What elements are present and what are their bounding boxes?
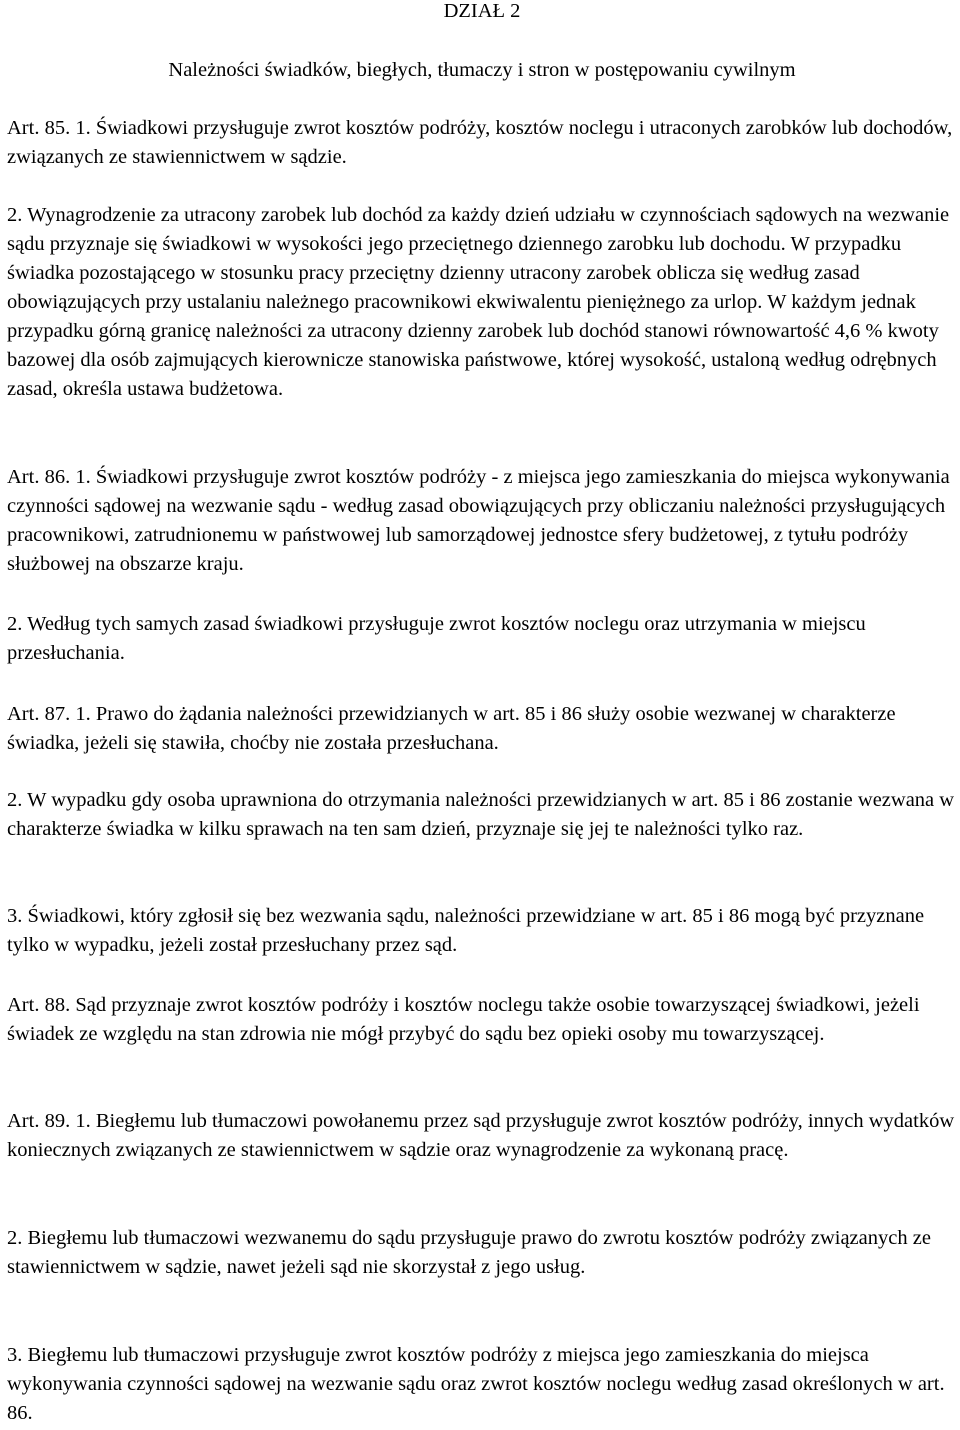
section-subtitle: Należności świadków, biegłych, tłumaczy i stron w postępowaniu cywilnym <box>168 59 796 81</box>
paragraph-art-87-1: Art. 87. 1. Prawo do żądania należności przewidzianych w art. 85 i 86 służy osobie wezwanej w charakterze świadka, jeżeli się stawiła, choćby nie została przesłuchana. <box>7 703 896 754</box>
section-title: DZIAŁ 2 <box>443 0 521 22</box>
paragraph-art-85-2: 2. Wynagrodzenie za utracony zarobek lub dochód za każdy dzień udziału w czynnościach sądowych na wezwanie sądu przyznaje się świadkowi w wysokości jego przeciętnego dziennego zarobku lub dochodu. W przypadku świadka pozostającego w stosunku pracy przeciętny dzienny utracony zarobek oblicza się według zasad obowiązujących przy ustalaniu należnego pracownikowi ekwiwalentu pieniężnego za urlop. W każdym jednak przypadku górną granicę należności za utracony dzienny zarobek lub dochód stanowi równowartość 4,6 % kwoty bazowej dla osób zajmujących kierownicze stanowiska państwowe, której wysokość, ustaloną według odrębnych zasad, określa ustawa budżetowa. <box>7 204 950 400</box>
paragraph-art-89-2: 2. Biegłemu lub tłumaczowi wezwanemu do sądu przysługuje prawo do zwrotu kosztów podróży związanych ze stawiennictwem w sądzie, nawet jeżeli sąd nie skorzystał z jego usług. <box>7 1227 931 1278</box>
paragraph-art-89-1: Art. 89. 1. Biegłemu lub tłumaczowi powołanemu przez sąd przysługuje zwrot kosztów podróży, innych wydatków koniecznych związanych ze stawiennictwem w sądzie oraz wynagrodzenie za wykonaną pracę. <box>7 1110 955 1161</box>
paragraph-art-86-1: Art. 86. 1. Świadkowi przysługuje zwrot kosztów podróży - z miejsca jego zamieszkania do miejsca wykonywania czynności sądowej na wezwanie sądu - według zasad obowiązujących przy obliczaniu należności przysługujących pracownikowi, zatrudnionemu w państwowej lub samorządowej jednostce sfery budżetowej, z tytułu podróży służbowej na obszarze kraju. <box>7 466 950 575</box>
paragraph-art-86-2: 2. Według tych samych zasad świadkowi przysługuje zwrot kosztów noclegu oraz utrzymania w miejscu przesłuchania. <box>7 613 866 664</box>
paragraph-art-87-2: 2. W wypadku gdy osoba uprawniona do otrzymania należności przewidzianych w art. 85 i 86 zostanie wezwana w charakterze świadka w kilku sprawach na ten sam dzień, przyznaje się jej te należności tylko raz. <box>7 789 955 840</box>
paragraph-art-85-1: Art. 85. 1. Świadkowi przysługuje zwrot kosztów podróży, kosztów noclegu i utraconych zarobków lub dochodów, związanych ze stawiennictwem w sądzie. <box>7 117 953 168</box>
paragraph-art-89-3: 3. Biegłemu lub tłumaczowi przysługuje zwrot kosztów podróży z miejsca jego zamieszkania do miejsca wykonywania czynności sądowej na wezwanie sądu oraz zwrot kosztów noclegu według zasad określonych w art. 86. <box>7 1344 945 1424</box>
paragraph-art-88: Art. 88. Sąd przyznaje zwrot kosztów podróży i kosztów noclegu także osobie towarzyszącej świadkowi, jeżeli świadek ze względu na stan zdrowia nie mógł przybyć do sądu bez opieki osoby mu towarzyszącej. <box>7 994 920 1045</box>
paragraph-art-87-3: 3. Świadkowi, który zgłosił się bez wezwania sądu, należności przewidziane w art. 85 i 86 mogą być przyznane tylko w wypadku, jeżeli został przesłuchany przez sąd. <box>7 905 925 956</box>
